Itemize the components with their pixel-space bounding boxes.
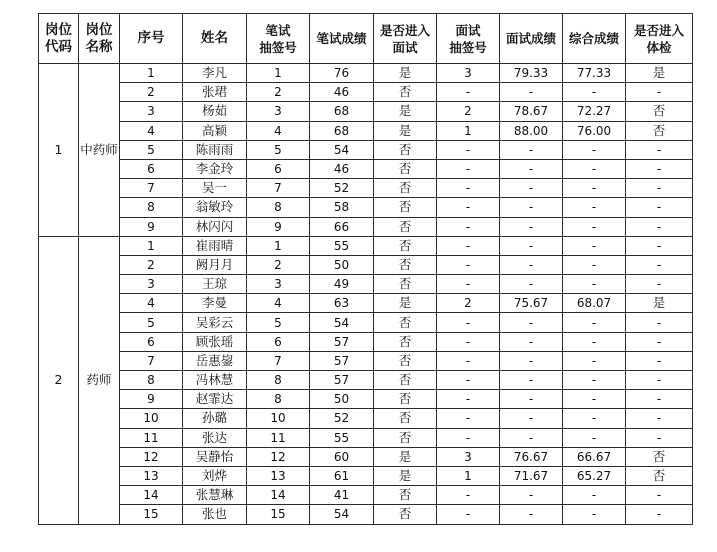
interview-score-cell: - [500, 332, 563, 351]
written-draw-cell: 2 [247, 255, 310, 274]
interview-score-cell: 71.67 [500, 466, 563, 485]
total-score-cell: - [563, 159, 626, 178]
post-name-cell: 药师 [79, 236, 120, 524]
table-row [39, 313, 693, 332]
table-row [39, 505, 693, 524]
written-draw-cell: 3 [247, 275, 310, 294]
written-draw-cell: 4 [247, 121, 310, 140]
total-score-cell: 66.67 [563, 447, 626, 466]
written-draw-cell: 11 [247, 428, 310, 447]
interview-score-cell: - [500, 217, 563, 236]
interview-draw-cell: 1 [437, 121, 500, 140]
name-cell: 李凡 [183, 64, 247, 83]
written-score-cell: 50 [310, 255, 374, 274]
written-score-cell: 76 [310, 64, 374, 83]
total-score-cell: - [563, 371, 626, 390]
written-draw-cell: 3 [247, 102, 310, 121]
total-score-cell: - [563, 505, 626, 524]
written-score-cell: 41 [310, 486, 374, 505]
enter-interview-cell: 是 [374, 447, 437, 466]
table-row [39, 275, 693, 294]
name-cell: 高颖 [183, 121, 247, 140]
seq-cell: 5 [120, 313, 183, 332]
table-body [39, 64, 693, 525]
table-row [39, 236, 693, 255]
written-draw-cell: 7 [247, 179, 310, 198]
name-cell: 吴彩云 [183, 313, 247, 332]
enter-physical-cell: 是 [626, 64, 693, 83]
interview-draw-cell: - [437, 390, 500, 409]
total-score-cell: 76.00 [563, 121, 626, 140]
interview-score-cell: - [500, 83, 563, 102]
written-score-cell: 52 [310, 409, 374, 428]
interview-draw-cell: - [437, 83, 500, 102]
total-score-cell: - [563, 275, 626, 294]
enter-physical-cell: - [626, 390, 693, 409]
total-score-cell: - [563, 255, 626, 274]
interview-draw-cell: - [437, 313, 500, 332]
col-header-post-code: 岗位 代码 [39, 14, 79, 64]
name-cell: 吴一 [183, 179, 247, 198]
col-header-interview-draw: 面试 抽签号 [437, 14, 500, 64]
written-draw-cell: 8 [247, 390, 310, 409]
total-score-cell: - [563, 486, 626, 505]
seq-cell: 4 [120, 121, 183, 140]
col-header-total-score: 综合成绩 [563, 14, 626, 64]
seq-cell: 1 [120, 236, 183, 255]
interview-draw-cell: - [437, 140, 500, 159]
written-draw-cell: 12 [247, 447, 310, 466]
written-score-cell: 54 [310, 313, 374, 332]
seq-cell: 6 [120, 159, 183, 178]
col-header-enter-physical: 是否进入 体检 [626, 14, 693, 64]
enter-interview-cell: 否 [374, 236, 437, 255]
enter-physical-cell: - [626, 313, 693, 332]
table-row [39, 428, 693, 447]
name-cell: 张也 [183, 505, 247, 524]
interview-draw-cell: - [437, 351, 500, 370]
written-score-cell: 49 [310, 275, 374, 294]
total-score-cell: 77.33 [563, 64, 626, 83]
written-draw-cell: 9 [247, 217, 310, 236]
interview-draw-cell: - [437, 332, 500, 351]
interview-score-cell: 78.67 [500, 102, 563, 121]
enter-physical-cell: - [626, 217, 693, 236]
interview-score-cell: - [500, 371, 563, 390]
enter-interview-cell: 否 [374, 140, 437, 159]
seq-cell: 9 [120, 390, 183, 409]
enter-physical-cell: - [626, 236, 693, 255]
enter-physical-cell: 是 [626, 294, 693, 313]
table-row [39, 390, 693, 409]
written-draw-cell: 1 [247, 64, 310, 83]
enter-interview-cell: 否 [374, 505, 437, 524]
name-cell: 吴静怡 [183, 447, 247, 466]
name-cell: 张慧琳 [183, 486, 247, 505]
seq-cell: 13 [120, 466, 183, 485]
total-score-cell: - [563, 140, 626, 159]
seq-cell: 14 [120, 486, 183, 505]
enter-physical-cell: - [626, 198, 693, 217]
seq-cell: 2 [120, 255, 183, 274]
enter-interview-cell: 是 [374, 64, 437, 83]
interview-score-cell: - [500, 159, 563, 178]
interview-score-cell: 76.67 [500, 447, 563, 466]
interview-draw-cell: 3 [437, 64, 500, 83]
written-score-cell: 68 [310, 102, 374, 121]
total-score-cell: - [563, 217, 626, 236]
enter-interview-cell: 否 [374, 275, 437, 294]
enter-interview-cell: 否 [374, 179, 437, 198]
written-draw-cell: 2 [247, 83, 310, 102]
seq-cell: 2 [120, 83, 183, 102]
total-score-cell: - [563, 332, 626, 351]
enter-physical-cell: 否 [626, 447, 693, 466]
interview-draw-cell: - [437, 255, 500, 274]
written-score-cell: 46 [310, 83, 374, 102]
interview-draw-cell: 2 [437, 294, 500, 313]
name-cell: 张达 [183, 428, 247, 447]
seq-cell: 11 [120, 428, 183, 447]
name-cell: 冯林慧 [183, 371, 247, 390]
col-header-written-draw: 笔试 抽签号 [247, 14, 310, 64]
total-score-cell: - [563, 390, 626, 409]
enter-physical-cell: - [626, 255, 693, 274]
interview-score-cell: 75.67 [500, 294, 563, 313]
table-row [39, 121, 693, 140]
name-cell: 刘烨 [183, 466, 247, 485]
total-score-cell: - [563, 313, 626, 332]
enter-physical-cell: - [626, 140, 693, 159]
written-draw-cell: 15 [247, 505, 310, 524]
col-header-enter-interview: 是否进入 面试 [374, 14, 437, 64]
enter-interview-cell: 否 [374, 371, 437, 390]
total-score-cell: 65.27 [563, 466, 626, 485]
total-score-cell: - [563, 409, 626, 428]
written-score-cell: 57 [310, 332, 374, 351]
interview-draw-cell: 1 [437, 466, 500, 485]
enter-physical-cell: 否 [626, 102, 693, 121]
written-score-cell: 52 [310, 179, 374, 198]
enter-interview-cell: 否 [374, 409, 437, 428]
table-row [39, 486, 693, 505]
written-score-cell: 63 [310, 294, 374, 313]
results-table [38, 13, 693, 525]
interview-draw-cell: - [437, 179, 500, 198]
table-row [39, 294, 693, 313]
interview-draw-cell: - [437, 198, 500, 217]
table-row [39, 217, 693, 236]
enter-physical-cell: - [626, 409, 693, 428]
name-cell: 赵霏达 [183, 390, 247, 409]
interview-score-cell: - [500, 505, 563, 524]
written-score-cell: 46 [310, 159, 374, 178]
enter-physical-cell: 否 [626, 466, 693, 485]
name-cell: 林闪闪 [183, 217, 247, 236]
name-cell: 李金玲 [183, 159, 247, 178]
interview-score-cell: - [500, 236, 563, 255]
enter-physical-cell: - [626, 275, 693, 294]
col-header-interview-score: 面试成绩 [500, 14, 563, 64]
enter-interview-cell: 是 [374, 466, 437, 485]
written-draw-cell: 10 [247, 409, 310, 428]
total-score-cell: 72.27 [563, 102, 626, 121]
interview-draw-cell: - [437, 428, 500, 447]
name-cell: 王琼 [183, 275, 247, 294]
table-row [39, 466, 693, 485]
written-draw-cell: 8 [247, 198, 310, 217]
enter-physical-cell: - [626, 428, 693, 447]
interview-draw-cell: 3 [437, 447, 500, 466]
enter-physical-cell: - [626, 159, 693, 178]
total-score-cell: - [563, 351, 626, 370]
written-score-cell: 68 [310, 121, 374, 140]
table-row [39, 447, 693, 466]
enter-physical-cell: - [626, 351, 693, 370]
interview-draw-cell: - [437, 371, 500, 390]
table-row [39, 179, 693, 198]
name-cell: 翁敏玲 [183, 198, 247, 217]
enter-interview-cell: 否 [374, 255, 437, 274]
seq-cell: 9 [120, 217, 183, 236]
total-score-cell: - [563, 428, 626, 447]
table-row [39, 83, 693, 102]
table-row [39, 332, 693, 351]
written-draw-cell: 4 [247, 294, 310, 313]
seq-cell: 5 [120, 140, 183, 159]
interview-draw-cell: 2 [437, 102, 500, 121]
written-score-cell: 60 [310, 447, 374, 466]
written-score-cell: 55 [310, 236, 374, 255]
written-score-cell: 57 [310, 351, 374, 370]
enter-interview-cell: 否 [374, 313, 437, 332]
enter-interview-cell: 否 [374, 428, 437, 447]
enter-interview-cell: 否 [374, 217, 437, 236]
col-header-name: 姓名 [183, 14, 247, 64]
name-cell: 岳惠鋆 [183, 351, 247, 370]
enter-physical-cell: - [626, 179, 693, 198]
seq-cell: 1 [120, 64, 183, 83]
col-header-written-score: 笔试成绩 [310, 14, 374, 64]
interview-draw-cell: - [437, 217, 500, 236]
written-draw-cell: 14 [247, 486, 310, 505]
interview-draw-cell: - [437, 486, 500, 505]
enter-physical-cell: - [626, 83, 693, 102]
written-score-cell: 58 [310, 198, 374, 217]
table-row [39, 102, 693, 121]
interview-score-cell: - [500, 198, 563, 217]
interview-score-cell: 88.00 [500, 121, 563, 140]
enter-physical-cell: - [626, 371, 693, 390]
written-score-cell: 54 [310, 505, 374, 524]
enter-interview-cell: 否 [374, 351, 437, 370]
interview-score-cell: - [500, 313, 563, 332]
seq-cell: 3 [120, 275, 183, 294]
written-draw-cell: 5 [247, 140, 310, 159]
interview-draw-cell: - [437, 505, 500, 524]
total-score-cell: 68.07 [563, 294, 626, 313]
written-score-cell: 54 [310, 140, 374, 159]
seq-cell: 7 [120, 351, 183, 370]
header-row [39, 14, 693, 64]
enter-interview-cell: 否 [374, 198, 437, 217]
table-row [39, 198, 693, 217]
name-cell: 张珺 [183, 83, 247, 102]
interview-score-cell: - [500, 140, 563, 159]
enter-physical-cell: - [626, 486, 693, 505]
enter-physical-cell: 否 [626, 121, 693, 140]
col-header-seq: 序号 [120, 14, 183, 64]
enter-interview-cell: 是 [374, 102, 437, 121]
total-score-cell: - [563, 236, 626, 255]
enter-physical-cell: - [626, 505, 693, 524]
interview-score-cell: - [500, 486, 563, 505]
name-cell: 孙璐 [183, 409, 247, 428]
written-score-cell: 61 [310, 466, 374, 485]
seq-cell: 4 [120, 294, 183, 313]
total-score-cell: - [563, 179, 626, 198]
table-row [39, 351, 693, 370]
seq-cell: 6 [120, 332, 183, 351]
name-cell: 崔雨晴 [183, 236, 247, 255]
interview-score-cell: - [500, 409, 563, 428]
interview-score-cell: - [500, 275, 563, 294]
written-draw-cell: 6 [247, 332, 310, 351]
seq-cell: 7 [120, 179, 183, 198]
interview-draw-cell: - [437, 236, 500, 255]
written-draw-cell: 13 [247, 466, 310, 485]
table-row [39, 409, 693, 428]
enter-interview-cell: 是 [374, 121, 437, 140]
interview-draw-cell: - [437, 275, 500, 294]
enter-physical-cell: - [626, 332, 693, 351]
interview-score-cell: - [500, 255, 563, 274]
name-cell: 阙月月 [183, 255, 247, 274]
interview-score-cell: - [500, 390, 563, 409]
enter-interview-cell: 否 [374, 486, 437, 505]
post-name-cell: 中药师 [79, 64, 120, 237]
table-row [39, 255, 693, 274]
seq-cell: 10 [120, 409, 183, 428]
written-score-cell: 57 [310, 371, 374, 390]
name-cell: 李曼 [183, 294, 247, 313]
seq-cell: 3 [120, 102, 183, 121]
table-row [39, 159, 693, 178]
name-cell: 陈雨雨 [183, 140, 247, 159]
table-row [39, 140, 693, 159]
table-row [39, 64, 693, 83]
interview-draw-cell: - [437, 159, 500, 178]
seq-cell: 12 [120, 447, 183, 466]
written-score-cell: 66 [310, 217, 374, 236]
enter-interview-cell: 否 [374, 332, 437, 351]
written-draw-cell: 8 [247, 371, 310, 390]
interview-score-cell: - [500, 179, 563, 198]
enter-interview-cell: 否 [374, 390, 437, 409]
written-draw-cell: 6 [247, 159, 310, 178]
enter-interview-cell: 否 [374, 83, 437, 102]
seq-cell: 8 [120, 371, 183, 390]
interview-draw-cell: - [437, 409, 500, 428]
name-cell: 杨茹 [183, 102, 247, 121]
written-draw-cell: 7 [247, 351, 310, 370]
interview-score-cell: 79.33 [500, 64, 563, 83]
interview-score-cell: - [500, 351, 563, 370]
enter-interview-cell: 是 [374, 294, 437, 313]
total-score-cell: - [563, 83, 626, 102]
seq-cell: 15 [120, 505, 183, 524]
enter-interview-cell: 否 [374, 159, 437, 178]
written-score-cell: 50 [310, 390, 374, 409]
post-code-cell: 2 [39, 236, 79, 524]
total-score-cell: - [563, 198, 626, 217]
written-score-cell: 55 [310, 428, 374, 447]
col-header-post-name: 岗位 名称 [79, 14, 120, 64]
interview-score-cell: - [500, 428, 563, 447]
seq-cell: 8 [120, 198, 183, 217]
table-row [39, 371, 693, 390]
name-cell: 顾张瑶 [183, 332, 247, 351]
post-code-cell: 1 [39, 64, 79, 237]
written-draw-cell: 5 [247, 313, 310, 332]
written-draw-cell: 1 [247, 236, 310, 255]
